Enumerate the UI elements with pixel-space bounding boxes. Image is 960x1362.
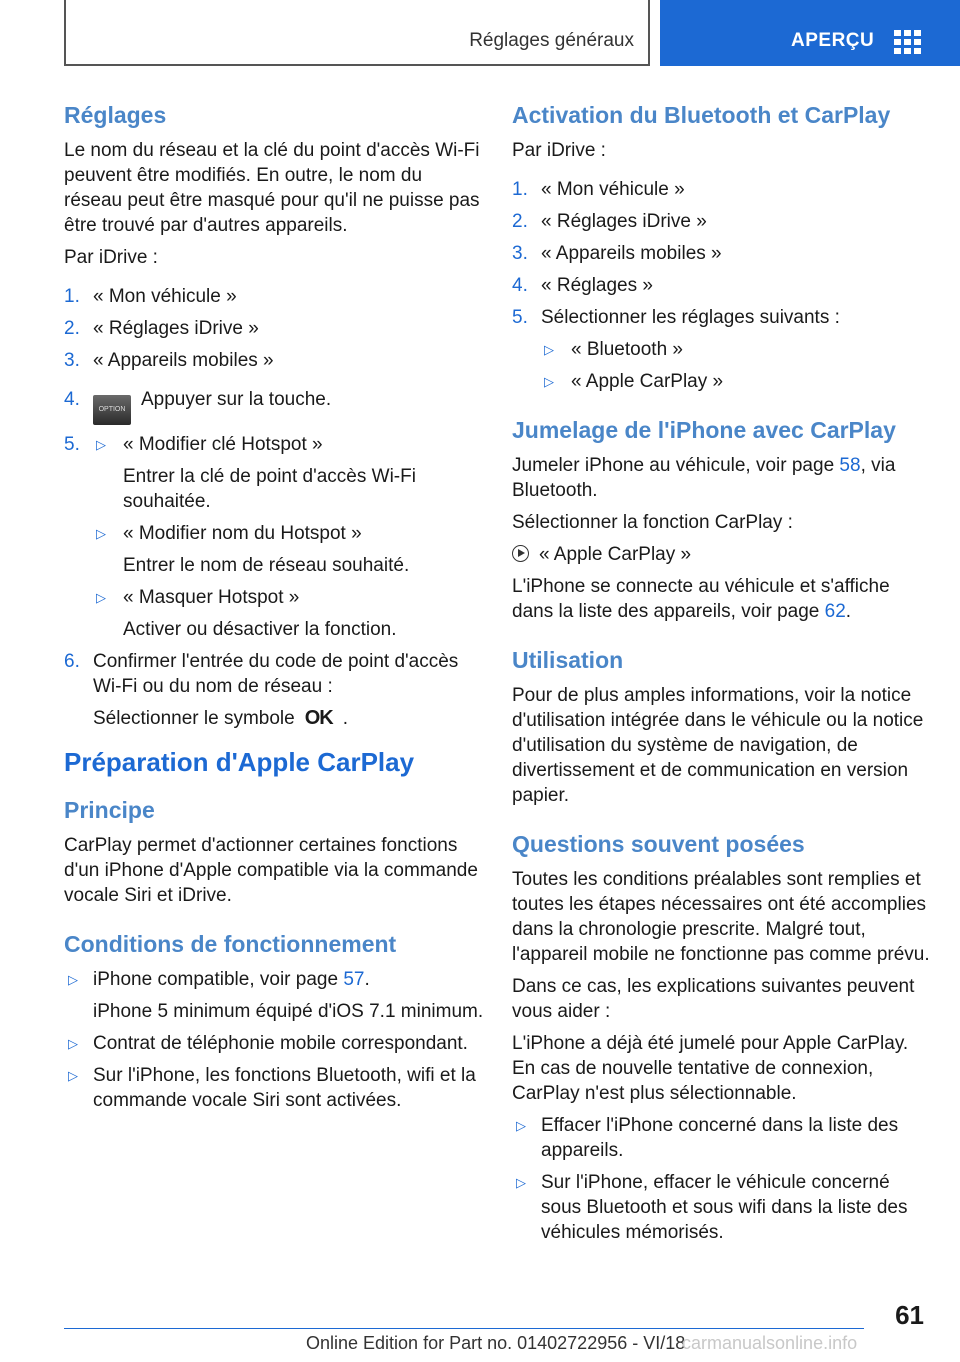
page-link[interactable]: 57	[343, 969, 365, 990]
list-item: 2. « Réglages iDrive »	[512, 211, 707, 232]
triangle-bullet-icon: ▷	[68, 1068, 78, 1083]
heading-questions: Questions souvent posées	[512, 831, 805, 857]
list-item: 3. « Appareils mobiles »	[64, 350, 274, 371]
left-column	[64, 100, 484, 1120]
heading-principe: Principe	[64, 797, 155, 823]
option-key-icon: OPTION	[93, 395, 131, 425]
footer-divider	[64, 1328, 864, 1329]
triangle-bullet-icon: ▷	[68, 972, 78, 987]
list-item: 1. « Mon véhicule »	[64, 286, 237, 307]
apercu-tab[interactable]	[660, 0, 960, 66]
heading-activation: Activation du Bluetooth et CarPlay	[512, 102, 891, 128]
triangle-bullet-icon: ▷	[96, 590, 106, 605]
heading-preparation: Préparation d'Apple CarPlay	[64, 747, 415, 777]
bullet-item: ▷ « Bluetooth »	[544, 339, 683, 360]
triangle-bullet-icon: ▷	[544, 342, 554, 357]
paragraph-connexion: L'iPhone se connecte au véhicule et s'affiche dans la liste des appareils, voir page 62.	[512, 576, 890, 622]
list-item: 5. ▷ « Modifier clé Hotspot » Entrer la clé de point d'accès Wi-Fi souhaitée. ▷ « Modifier nom du Hotspot » Entrer le nom de réseau souhaité. ▷ « Masquer Hotspot » Activer ou désactiver la fonction.	[64, 432, 484, 642]
paragraph-select-carplay: Sélectionner la fonction CarPlay :	[512, 512, 793, 533]
list-item: 4. « Réglages »	[512, 275, 653, 296]
bullet-item: ▷ « Modifier clé Hotspot » Entrer la clé de point d'accès Wi-Fi souhaitée.	[96, 434, 416, 512]
page-link[interactable]: 62	[824, 601, 846, 622]
list-item: 4. OPTION Appuyer sur la touche.	[64, 387, 484, 425]
ok-symbol-icon: OK	[304, 707, 333, 729]
list-item: 6. Confirmer l'entrée du code de point d'accès Wi-Fi ou du nom de réseau : Sélectionner le symbole OK .	[64, 651, 459, 729]
bullet-item: ▷ Sur l'iPhone, effacer le véhicule concerné sous Bluetooth et sous wifi dans la liste des véhicules mémorisés.	[516, 1172, 908, 1243]
paragraph-apple-carplay: « Apple CarPlay »	[512, 542, 932, 567]
bullet-item: ▷ Contrat de téléphonie mobile correspondant.	[68, 1033, 468, 1054]
heading-conditions: Conditions de fonctionnement	[64, 931, 397, 957]
paragraph-questions-1: Toutes les conditions préalables sont remplies et toutes les étapes nécessaires ont été accomplies dans la chronologie prescrite. Malgré tout, l'appareil mobile ne fonctionne pas comme prévu.	[512, 869, 930, 965]
heading-utilisation: Utilisation	[512, 647, 624, 673]
list-item: 5. Sélectionner les réglages suivants : ▷ « Bluetooth » ▷ « Apple CarPlay »	[512, 305, 932, 394]
bullet-item: ▷ iPhone compatible, voir page 57. iPhone 5 minimum équipé d'iOS 7.1 minimum.	[68, 969, 484, 1022]
play-icon	[512, 545, 529, 562]
paragraph-questions-3: L'iPhone a déjà été jumelé pour Apple CarPlay. En cas de nouvelle tentative de connexion, CarPlay n'est plus sélectionnable.	[512, 1033, 909, 1104]
page-number: 61	[895, 1300, 924, 1330]
bullet-item: ▷ « Modifier nom du Hotspot » Entrer le nom de réseau souhaité.	[96, 523, 410, 576]
triangle-bullet-icon: ▷	[68, 1036, 78, 1051]
bullet-item: ▷ Sur l'iPhone, les fonctions Bluetooth, wifi et la commande vocale Siri sont activées.	[68, 1065, 476, 1111]
paragraph-utilisation: Pour de plus amples informations, voir la notice d'utilisation intégrée dans le véhicule ou la notice d'utilisation du système de navigation, de divertissement et de communication en version papier.	[512, 685, 924, 806]
watermark: carmanualsonline.info	[682, 1333, 858, 1353]
section-title: Réglages généraux	[469, 30, 634, 51]
page-link[interactable]: 58	[839, 455, 861, 476]
paragraph-questions-2: Dans ce cas, les explications suivantes peuvent vous aider :	[512, 976, 915, 1022]
triangle-bullet-icon: ▷	[96, 526, 106, 541]
footer-edition: Online Edition for Part no. 01402722956 - VI/18	[306, 1333, 686, 1353]
right-column	[512, 100, 932, 1252]
paragraph-principe: CarPlay permet d'actionner certaines fonctions d'un iPhone d'Apple compatible via la commande vocale Siri et iDrive.	[64, 835, 478, 906]
paragraph-par-idrive: Par iDrive :	[512, 140, 606, 161]
paragraph-jumelage: Jumeler iPhone au véhicule, voir page 58, via Bluetooth.	[512, 455, 896, 501]
header-section-box	[64, 0, 650, 66]
heading-jumelage: Jumelage de l'iPhone avec CarPlay	[512, 417, 896, 443]
list-item: 3. « Appareils mobiles »	[512, 243, 722, 264]
paragraph-par-idrive: Par iDrive :	[64, 247, 158, 268]
triangle-bullet-icon: ▷	[96, 437, 106, 452]
bullet-item: ▷ Effacer l'iPhone concerné dans la liste des appareils.	[516, 1115, 899, 1161]
triangle-bullet-icon: ▷	[516, 1118, 526, 1133]
list-item: 2. « Réglages iDrive »	[64, 318, 259, 339]
grid-icon	[894, 30, 922, 54]
heading-reglages: Réglages	[64, 102, 167, 128]
bullet-item: ▷ « Masquer Hotspot » Activer ou désactiver la fonction.	[96, 587, 397, 640]
triangle-bullet-icon: ▷	[544, 374, 554, 389]
triangle-bullet-icon: ▷	[516, 1175, 526, 1190]
apercu-tab-label: APERÇU	[791, 30, 875, 51]
list-item: 1. « Mon véhicule »	[512, 179, 685, 200]
paragraph-intro: Le nom du réseau et la clé du point d'accès Wi-Fi peuvent être modifiés. En outre, le nom du réseau peut être masqué pour qu'il ne puisse pas être trouvé par d'autres appareils.	[64, 140, 480, 236]
bullet-item: ▷ « Apple CarPlay »	[544, 371, 724, 392]
